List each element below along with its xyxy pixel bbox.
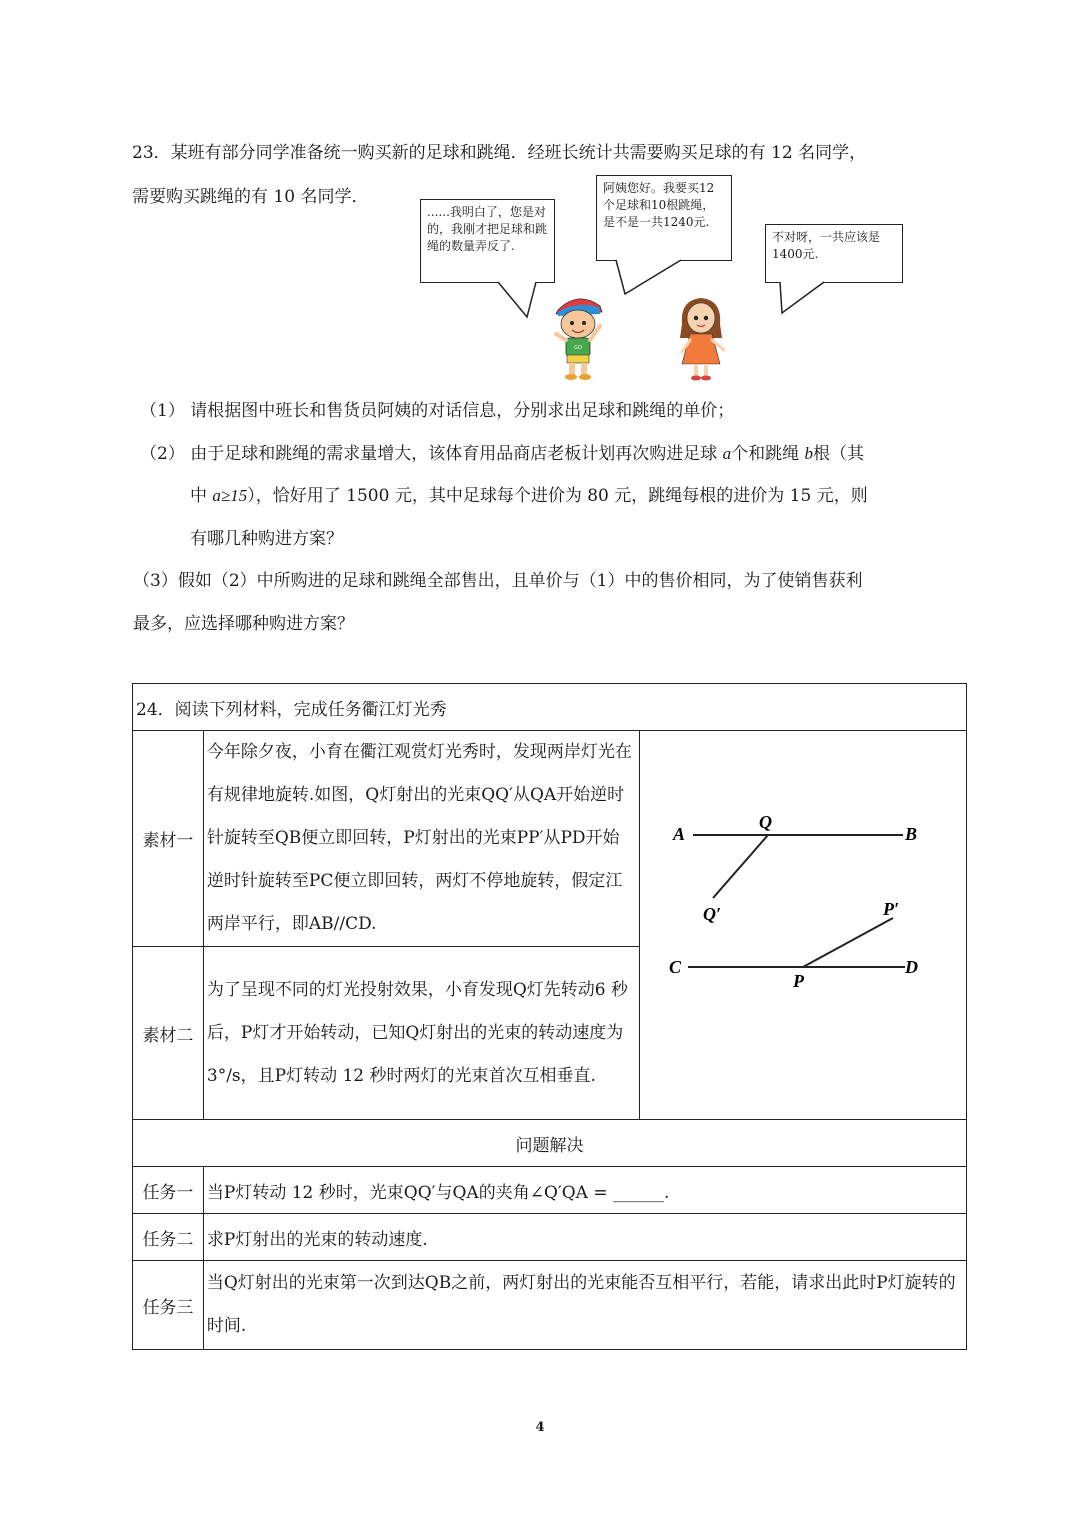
- svg-text:GO: GO: [574, 345, 582, 351]
- label-D: D: [905, 957, 918, 977]
- speech-bubble-girl: [596, 175, 732, 261]
- task-2-label: 任务二: [133, 1214, 204, 1261]
- speech-bubble-aunt: [765, 224, 903, 283]
- solve-header: 问题解决: [133, 1120, 967, 1167]
- q23-part1: [140, 396, 734, 421]
- bubble-boy-text: ......我明白了，您是对的，我刚才把足球和跳绳的数量弄反了.: [427, 205, 548, 253]
- material-2-text: 为了呈现不同的灯光投射效果，小育发现Q灯先转动6 秒后，P灯才开始转动，已知Q灯射出的光束的转动速度为 3°/s，且P灯转动 12 秒时两灯的光束首次互相垂直.: [203, 947, 639, 1120]
- q24-title: 24．阅读下列材料，完成任务衢江灯光秀: [133, 684, 967, 731]
- girl-cartoon-image: [672, 294, 730, 382]
- bubble-boy-tail: [490, 281, 550, 321]
- q23-part3-line1: （3）假如（2）中所购进的足球和跳绳全部售出，且单价与（1）中的售价相同，为了使销售获利: [133, 571, 863, 591]
- page-number: 4: [535, 1420, 545, 1435]
- task-2-text: 求P灯射出的光束的转动速度.: [203, 1214, 966, 1261]
- q23-part1-text: （1） 请根据图中班长和售货员阿姨的对话信息，分别求出足球和跳绳的单价；: [140, 401, 735, 421]
- task-3-text: 当Q灯射出的光束第一次到达QB之前，两灯射出的光束能否互相平行，若能，请求出此时P灯旋转的时间.: [203, 1261, 966, 1350]
- boy-cartoon-image: [548, 290, 608, 382]
- speech-bubble-boy: [420, 199, 555, 283]
- label-P-prime: P′: [883, 899, 900, 919]
- label-C: C: [669, 957, 682, 977]
- q23-line2: 需要购买跳绳的有 10 名同学．: [132, 187, 369, 207]
- condition-a: a≥15: [212, 486, 248, 505]
- bubble-aunt-tail: [776, 281, 836, 317]
- q23-part2-line3: 有哪几种购进方案？: [190, 529, 343, 549]
- var-a: a: [722, 444, 732, 463]
- bubble-girl-text: 阿姨您好。我要买12个足球和10根跳绳，是不是一共1240元.: [603, 181, 715, 229]
- task-1-label: 任务一: [133, 1167, 204, 1214]
- label-Q-prime: Q′: [703, 904, 722, 924]
- material-2-label: 素材二: [133, 947, 204, 1120]
- figure-cell: [640, 731, 967, 1120]
- label-Q: Q: [759, 812, 772, 832]
- bubble-girl-tail: [615, 259, 685, 299]
- task-1-text: 当P灯转动 12 秒时，光束QQ′与QA的夹角∠Q′QA = ______.: [203, 1167, 966, 1214]
- q23-part2-b: 个和跳绳: [731, 444, 805, 464]
- q23-part3-line2: 最多，应选择哪种购进方案？: [133, 614, 354, 634]
- q23-part2-line2-a: 中: [190, 486, 213, 506]
- q23-part2-line2-b: ），恰好用了 1500 元，其中足球每个进价为 80 元，跳绳每根的进价为 15 元，则: [247, 486, 868, 506]
- question-24-table: [132, 683, 967, 1350]
- label-B: B: [905, 824, 918, 844]
- label-P: P: [793, 971, 804, 991]
- var-b: b: [804, 444, 814, 463]
- label-A: A: [673, 824, 686, 844]
- material-1-text: 今年除夕夜，小育在衢江观赏灯光秀时，发现两岸灯光在有规律地旋转.如图，Q灯射出的光束QQ′从QA开始逆时针旋转至QB便立即回转，P灯射出的光束PP′从PD开始逆时针旋转至PC便立即回转，两灯不停地旋转，假定江两岸平行，即AB//CD.: [203, 731, 639, 947]
- task-3-label: 任务三: [133, 1261, 204, 1350]
- parallel-lines-figure: [643, 735, 963, 1115]
- q23-part2-c: 根（其: [813, 444, 865, 464]
- bubble-aunt-text: 不对呀，一共应该是1400元.: [772, 230, 881, 261]
- q23-part2-line2: [190, 481, 868, 506]
- q23-part2-line1: [140, 439, 864, 464]
- material-1-label: 素材一: [133, 731, 204, 947]
- q23-line1: 23．某班有部分同学准备统一购买新的足球和跳绳．经班长统计共需要购买足球的有 12 名同学，: [132, 143, 867, 163]
- q23-part2-a: （2） 由于足球和跳绳的需求量增大，该体育用品商店老板计划再次购进足球: [140, 444, 723, 464]
